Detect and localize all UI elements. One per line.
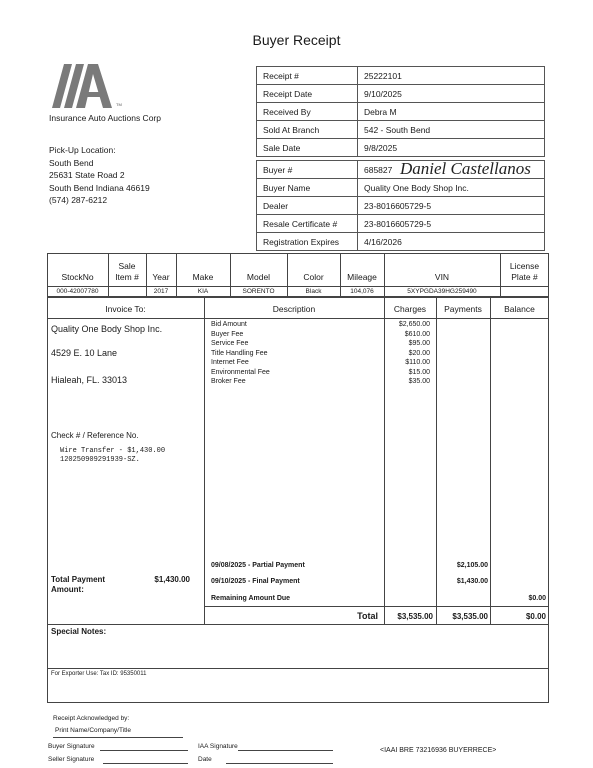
col-vin: VIN (434, 272, 450, 282)
col-year: Year (152, 272, 170, 282)
buyer-num-label: Buyer # (257, 161, 358, 179)
buyer-sig-label: Buyer Signature (48, 743, 95, 750)
seller-sig-label: Seller Signature (48, 756, 95, 763)
invoice-to-city: Hialeah, FL. 33013 (51, 375, 128, 385)
registration-label: Registration Expires (257, 233, 358, 251)
payment-2-amount: $1,430.00 (456, 578, 488, 585)
resale-label: Resale Certificate # (257, 215, 358, 233)
invoice-to-name: Quality One Body Shop Inc. (51, 324, 163, 334)
charges-header: Charges (393, 304, 427, 314)
buyer-name-label: Buyer Name (257, 179, 358, 197)
sale-date-label: Sale Date (257, 139, 358, 157)
special-notes-label: Special Notes: (51, 627, 107, 636)
dealer-value: 23-8016605729-5 (358, 197, 545, 215)
total-payment-label-1: Total Payment (51, 575, 106, 584)
invoice-to-header: Invoice To: (105, 304, 146, 314)
payment-1-label: 09/08/2025 - Partial Payment (211, 562, 305, 569)
charge-internet: $110.00 (405, 359, 430, 366)
col-plate-2: Plate # (511, 272, 538, 282)
receipt-date-label: Receipt Date (257, 85, 358, 103)
buyer-name-value: Quality One Body Shop Inc. (358, 179, 545, 197)
charge-title: $20.00 (408, 349, 430, 357)
page-title: Buyer Receipt (252, 32, 341, 48)
received-by-label: Received By (257, 103, 358, 121)
pickup-line3: South Bend Indiana 46619 (49, 182, 150, 193)
total-label: Total (357, 611, 378, 621)
charge-buyer: $610.00 (404, 330, 430, 338)
company-name: Insurance Auto Auctions Corp (49, 113, 161, 123)
fee-list (211, 320, 331, 387)
total-charges: $3,535.00 (397, 612, 433, 621)
fee-service: Service Fee (211, 340, 249, 347)
received-by-value: Debra M (358, 103, 545, 121)
charge-bid: $2,650.00 (398, 321, 430, 328)
fee-title: Title Handling Fee (211, 349, 268, 357)
fee-buyer: Buyer Fee (211, 330, 244, 338)
iaa-sig-label: IAA Signature (198, 743, 238, 750)
col-model: Model (246, 272, 271, 282)
ack-label: Receipt Acknowledged by: (53, 715, 130, 722)
print-name-label: Print Name/Company/Title (55, 727, 131, 734)
total-balance: $0.00 (525, 612, 546, 621)
total-payment-value: $1,430.00 (154, 575, 190, 584)
charge-list (384, 320, 430, 387)
date-label: Date (198, 756, 212, 763)
dealer-label: Dealer (257, 197, 358, 215)
col-sale-1: Sale (118, 261, 136, 271)
vin-value: 5XYPGDA39HG259490 (407, 288, 477, 295)
receipt-label: Receipt # (257, 67, 358, 85)
receipt-info-table (256, 66, 545, 157)
invoice-to-street: 4529 E. 10 Lane (51, 348, 118, 358)
balance-header: Balance (504, 304, 535, 314)
mileage-value: 104,076 (350, 288, 374, 295)
receipt-date-value: 9/10/2025 (358, 85, 545, 103)
payment-2-label: 09/10/2025 - Final Payment (211, 578, 300, 585)
fee-environmental: Environmental Fee (211, 368, 270, 376)
buyer-num-value: 685827 (358, 161, 545, 179)
exporter-note: For Exporter Use: Tax ID: 95350011 (51, 671, 147, 677)
total-payments: $3,535.00 (452, 612, 488, 621)
charge-broker: $35.00 (408, 378, 430, 385)
doc-code: <IAAI BRE 73216936 BUYERRECE> (380, 747, 497, 754)
model-value: SORENTO (242, 288, 275, 295)
svg-text:TM: TM (116, 102, 122, 107)
total-payment-label-2: Amount: (51, 585, 84, 594)
remaining-label: Remaining Amount Due (211, 595, 291, 602)
col-mileage: Mileage (347, 272, 377, 282)
buyer-signature: Daniel Castellanos (400, 159, 531, 178)
col-sale-2: Item # (115, 272, 139, 282)
pickup-label: Pick-Up Location: (49, 145, 116, 155)
sale-date-value: 9/8/2025 (358, 139, 545, 157)
year-value: 2017 (153, 288, 169, 295)
pickup-location (49, 144, 150, 207)
pickup-line2: 25631 State Road 2 (49, 170, 125, 180)
branch-value: 542 - South Bend (358, 121, 545, 139)
pickup-phone: (574) 287-6212 (49, 195, 108, 205)
registration-value: 4/16/2026 (358, 233, 545, 251)
charge-service: $95.00 (408, 340, 430, 347)
iaa-logo (50, 62, 130, 110)
fee-internet: Internet Fee (211, 359, 249, 366)
remaining-value: $0.00 (528, 595, 546, 602)
col-plate-1: License (509, 261, 540, 271)
fee-bid: Bid Amount (211, 321, 247, 328)
make-value: KIA (197, 288, 209, 295)
check-line1: Wire Transfer - $1,430.00 (60, 447, 166, 455)
pickup-line1: South Bend (49, 157, 94, 168)
col-make: Make (192, 272, 214, 282)
payment-1-amount: $2,105.00 (456, 562, 488, 569)
col-stock: StockNo (61, 272, 94, 282)
fee-broker: Broker Fee (211, 378, 246, 385)
check-line2: 120250909291939-SZ. (60, 456, 140, 464)
color-value: Black (305, 288, 322, 295)
check-label: Check # / Reference No. (51, 431, 139, 440)
col-color: Color (303, 272, 324, 282)
resale-value: 23-8016605729-5 (358, 215, 545, 233)
special-notes-box (47, 624, 549, 669)
receipt-value: 25222101 (358, 67, 545, 85)
payments-header: Payments (444, 304, 482, 314)
charge-environmental: $15.00 (408, 368, 430, 376)
branch-label: Sold At Branch (257, 121, 358, 139)
stock-value: 000-42007780 (56, 288, 99, 295)
description-header: Description (272, 304, 316, 314)
